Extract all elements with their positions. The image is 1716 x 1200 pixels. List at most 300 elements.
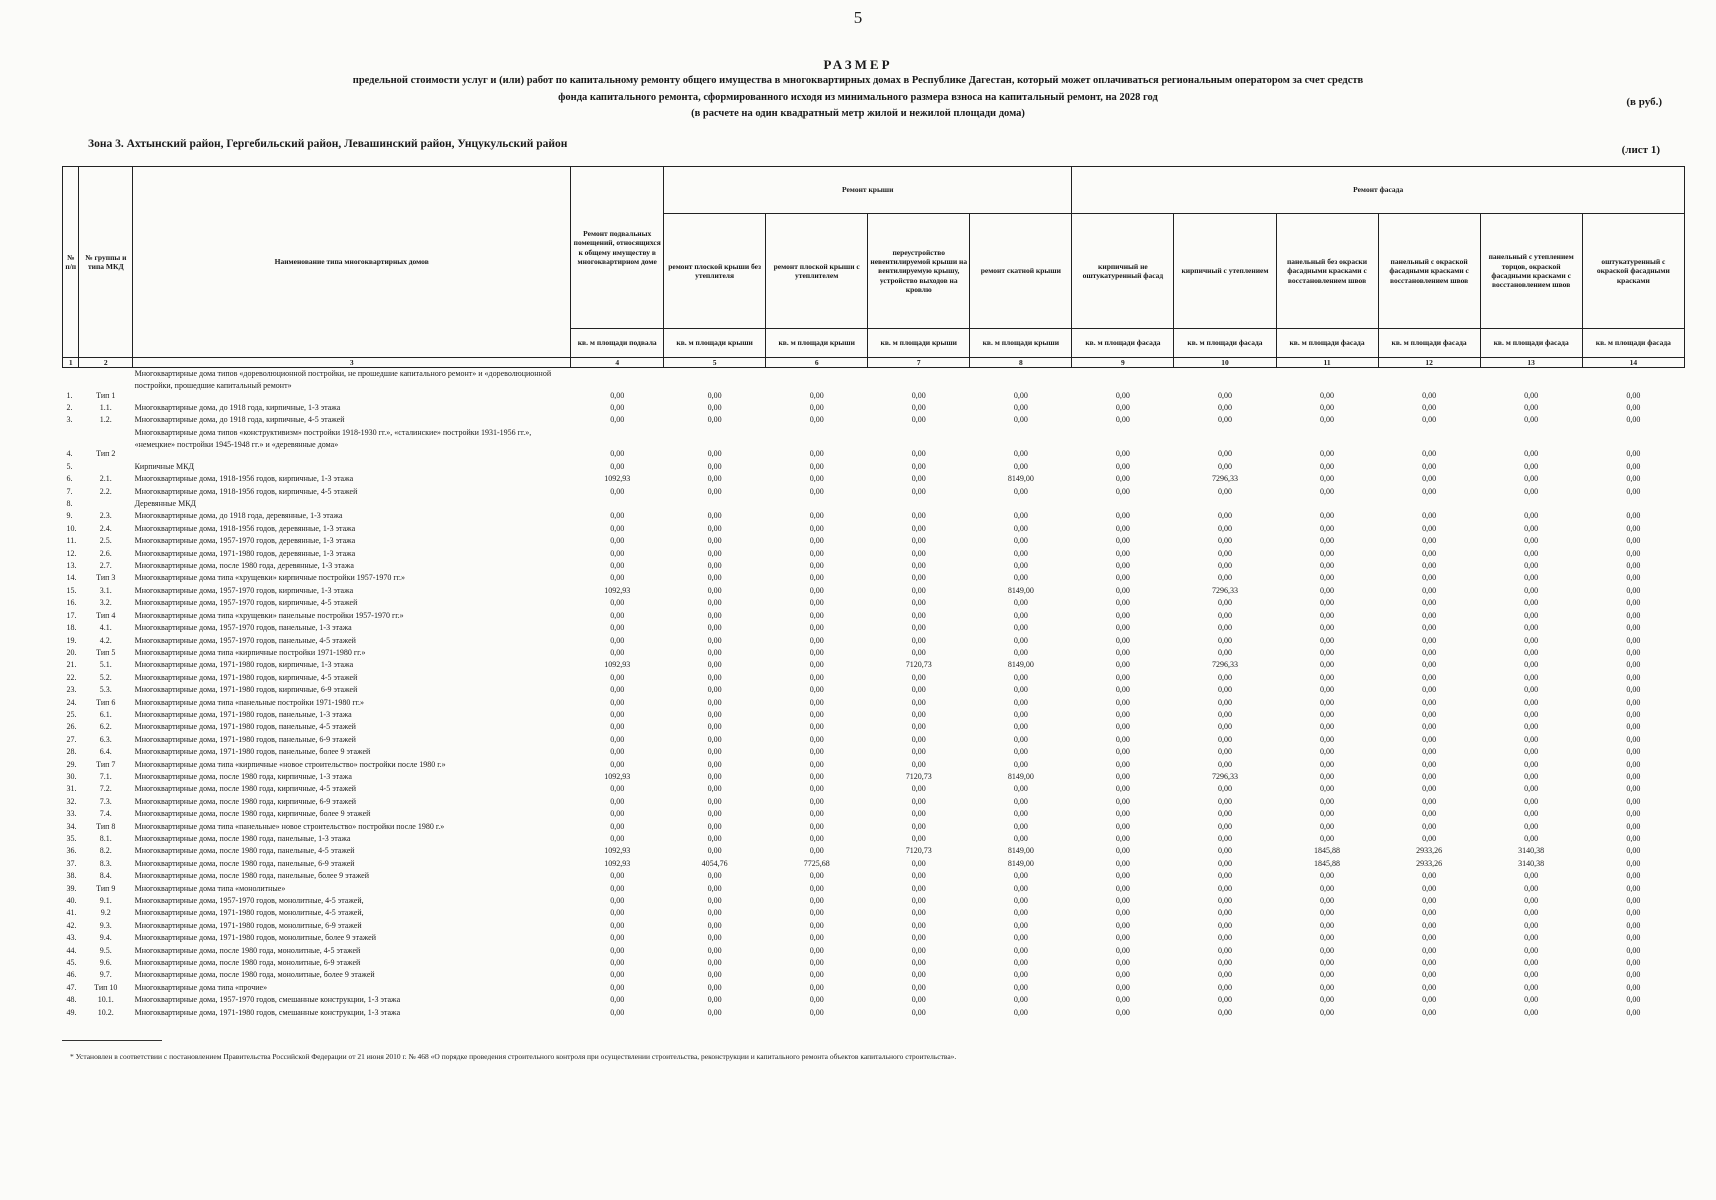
row-value: 0,00 [1115, 722, 1130, 732]
row-value: 0,00 [1217, 685, 1232, 695]
row-value: 0,00 [707, 796, 722, 806]
header-unit-col-12: кв. м площади фасада [1378, 329, 1480, 358]
zone-heading: Зона 3. Ахтынский район, Гергебильский район, Левашинский район, Унцукульский район [88, 138, 568, 150]
row-value: 0,00 [1320, 871, 1335, 881]
row-value: 0,00 [707, 945, 722, 955]
row-name: Многоквартирные дома, после 1980 года, монолитные, более 9 этажей [134, 970, 375, 980]
table-row [63, 697, 1685, 709]
row-value: 0,00 [1115, 896, 1130, 906]
row-value: 0,00 [707, 933, 722, 943]
row-value: 0,00 [610, 403, 625, 412]
row-group: 8.2. [99, 846, 112, 856]
row-value: 1845,88 [1314, 858, 1341, 868]
row-value: 0,00 [1115, 598, 1130, 608]
page-number: 5 [853, 8, 863, 27]
row-value: 0,00 [1115, 871, 1130, 881]
row-value: 0,00 [707, 672, 722, 682]
row-value: 0,00 [911, 474, 926, 484]
row-value: 0,00 [1422, 536, 1437, 546]
header-facade-col-3: панельный без окраски фасадными красками с восстановлением швов [1276, 214, 1378, 329]
row-value: 0,00 [1524, 697, 1539, 707]
row-value: 0,00 [1422, 610, 1437, 620]
row-value: 0,00 [1013, 415, 1028, 425]
row-value: 0,00 [707, 486, 722, 496]
row-value: 0,00 [1217, 896, 1232, 906]
row-value: 0,00 [1115, 809, 1130, 819]
row-value: 0,00 [1320, 415, 1335, 425]
row-value: 0,00 [1320, 585, 1335, 595]
row-value [664, 498, 766, 510]
row-value [1174, 498, 1276, 510]
row-value: 0,00 [1115, 660, 1130, 670]
row-name: Многоквартирные дома, после 1980 года, панельные, 6-9 этажей [134, 858, 355, 868]
row-value: 0,00 [911, 858, 926, 868]
row-value: 0,00 [911, 511, 926, 521]
row-value: 0,00 [1320, 635, 1335, 645]
row-value: 0,00 [1320, 747, 1335, 757]
footnote: * Установлен в соответствии с постановлением Правительства Российской Федерации от 21 июня 2010 г. № 468 «О порядке проведения строительного контроля при осуществлении строительства, реконструкции и капитального ремонта объектов капитального строительства». [70, 1052, 957, 1061]
row-value: 0,00 [911, 982, 926, 992]
row-value: 8149,00 [1007, 858, 1034, 868]
row-value: 0,00 [1626, 415, 1641, 425]
row-value: 0,00 [1217, 523, 1232, 533]
row-value: 0,00 [1115, 784, 1130, 794]
row-value: 0,00 [1217, 995, 1232, 1005]
row-value: 0,00 [1422, 734, 1437, 744]
row-value: 0,00 [1422, 598, 1437, 608]
row-value: 0,00 [911, 486, 926, 496]
row-value: 0,00 [610, 523, 625, 533]
row-name: Многоквартирные дома, 1957-1970 годов, кирпичные, 1-3 этажа [134, 585, 354, 595]
row-group: 7.2. [99, 784, 112, 794]
row-value [571, 498, 664, 510]
row-value: 0,00 [1320, 982, 1335, 992]
row-number: 34. [66, 821, 77, 831]
header-colnum-10: 10 [1174, 358, 1276, 368]
row-group: 9.2 [100, 908, 111, 918]
row-number: 13. [66, 561, 77, 571]
row-value: 0,00 [1320, 474, 1335, 484]
row-value: 0,00 [1626, 734, 1641, 744]
row-value: 0,00 [610, 1007, 625, 1017]
row-value: 0,00 [1626, 697, 1641, 707]
row-value: 0,00 [1524, 933, 1539, 943]
row-value: 0,00 [1013, 796, 1028, 806]
row-number: 14. [66, 573, 77, 583]
row-value: 0,00 [707, 995, 722, 1005]
row-name: Многоквартирные дома, 1971-1980 годов, монолитные, 6-9 этажей [134, 920, 362, 930]
header-colnum-2: 2 [79, 358, 133, 368]
row-value: 0,00 [1524, 771, 1539, 781]
row-value: 0,00 [1524, 635, 1539, 645]
row-value: 0,00 [1626, 933, 1641, 943]
row-number: 32. [66, 796, 77, 806]
row-group: 6.2. [99, 722, 112, 732]
row-value: 0,00 [1626, 970, 1641, 980]
row-value: 0,00 [911, 610, 926, 620]
row-value: 0,00 [707, 834, 722, 843]
row-value: 0,00 [1115, 610, 1130, 620]
table-row [63, 647, 1685, 659]
row-value: 0,00 [1422, 672, 1437, 682]
row-value: 0,00 [1422, 647, 1437, 657]
table-row [63, 548, 1685, 560]
row-value: 0,00 [1422, 759, 1437, 769]
row-value: 0,00 [1115, 449, 1130, 459]
table-row [63, 498, 1685, 510]
row-name: Многоквартирные дома, после 1980 года, панельные, 4-5 этажей [134, 846, 355, 856]
row-number: 37. [66, 858, 77, 868]
header-facade-col-4: панельный с окраской фасадными красками с восстановлением швов [1378, 214, 1480, 329]
row-name: Многоквартирные дома, 1971-1980 годов, монолитные, более 9 этажей [134, 933, 377, 943]
row-value: 0,00 [809, 486, 824, 496]
row-value: 0,00 [1524, 474, 1539, 484]
row-name: Многоквартирные дома, после 1980 года, кирпичные, 1-3 этажа [134, 771, 352, 781]
row-value [1072, 498, 1174, 510]
header-facade-col-5: панельный с утеплением торцов, окраской фасадными красками с восстановлением швов [1480, 214, 1582, 329]
row-name: Многоквартирные дома типов «дореволюционной постройки, не прошедшие капитального ремонт» и «дореволюционной постройки, прошедшие капитальный ремонт» [134, 369, 552, 390]
row-value: 0,00 [809, 920, 824, 930]
row-value: 0,00 [707, 920, 722, 930]
table-row [63, 414, 1685, 426]
row-value: 0,00 [1422, 585, 1437, 595]
row-value: 7296,33 [1211, 771, 1238, 781]
row-number: 41. [66, 908, 77, 918]
row-number: 10. [66, 523, 77, 533]
row-group: 8.1. [99, 834, 112, 843]
row-value: 0,00 [610, 685, 625, 695]
row-value: 0,00 [911, 390, 926, 400]
row-value: 0,00 [1320, 1007, 1335, 1017]
row-value: 0,00 [707, 982, 722, 992]
row-value: 0,00 [1524, 722, 1539, 732]
row-value: 0,00 [707, 390, 722, 400]
row-group: Тип 8 [96, 821, 116, 831]
subtitle-line-2: фонда капитального ремонта, сформированного исходя из минимального размера взноса на капитальный ремонт, на 2028 год [558, 92, 1158, 103]
row-value: 0,00 [911, 697, 926, 707]
table-row [63, 883, 1685, 895]
row-value: 0,00 [1115, 623, 1130, 633]
row-value: 0,00 [1422, 709, 1437, 719]
row-value: 0,00 [809, 585, 824, 595]
row-value: 0,00 [1626, 846, 1641, 856]
row-value: 0,00 [1013, 647, 1028, 657]
row-value: 0,00 [1115, 982, 1130, 992]
row-value: 1092,93 [604, 846, 631, 856]
row-value: 0,00 [809, 461, 824, 471]
row-value: 0,00 [1626, 982, 1641, 992]
row-value: 0,00 [1217, 511, 1232, 521]
table-row [63, 597, 1685, 609]
row-value: 0,00 [707, 548, 722, 558]
row-value: 0,00 [1320, 958, 1335, 968]
row-value: 0,00 [1013, 449, 1028, 459]
row-value: 0,00 [1626, 536, 1641, 546]
row-value: 0,00 [1524, 647, 1539, 657]
row-value: 0,00 [911, 958, 926, 968]
row-value: 0,00 [1217, 834, 1232, 843]
row-value: 0,00 [707, 511, 722, 521]
row-value: 0,00 [1217, 548, 1232, 558]
row-value: 0,00 [1626, 771, 1641, 781]
row-value: 0,00 [911, 945, 926, 955]
row-value: 0,00 [1524, 834, 1539, 843]
row-value: 0,00 [911, 709, 926, 719]
row-value: 0,00 [1217, 722, 1232, 732]
row-value: 0,00 [911, 1007, 926, 1017]
row-value: 0,00 [1626, 598, 1641, 608]
row-value: 0,00 [610, 449, 625, 459]
row-number: 18. [66, 623, 77, 633]
table-row [63, 560, 1685, 572]
row-name: Многоквартирные дома, 1971-1980 годов, смешанные конструкции, 1-3 этажа [134, 1007, 401, 1017]
row-value: 0,00 [610, 635, 625, 645]
row-value: 8149,00 [1007, 771, 1034, 781]
row-value: 0,00 [1422, 561, 1437, 571]
header-facade-col-2: кирпичный с утеплением [1174, 214, 1276, 329]
row-value: 0,00 [1013, 784, 1028, 794]
row-name: Многоквартирные дома типа «панельные постройки 1971-1980 гг.» [134, 697, 365, 707]
row-value: 0,00 [610, 573, 625, 583]
row-value: 7120,73 [905, 771, 932, 781]
row-value: 0,00 [1115, 536, 1130, 546]
row-value: 0,00 [610, 697, 625, 707]
row-group: 6.4. [99, 747, 112, 757]
row-value: 0,00 [1422, 896, 1437, 906]
row-value: 1092,93 [604, 660, 631, 670]
row-value: 0,00 [1013, 945, 1028, 955]
row-value: 0,00 [1524, 390, 1539, 400]
row-value: 0,00 [809, 623, 824, 633]
row-value: 0,00 [1422, 461, 1437, 471]
row-value: 0,00 [1626, 759, 1641, 769]
row-value: 0,00 [1013, 697, 1028, 707]
row-value: 0,00 [911, 970, 926, 980]
row-value: 0,00 [1524, 415, 1539, 425]
row-value: 0,00 [809, 598, 824, 608]
table-row [63, 486, 1685, 498]
row-value: 0,00 [1115, 415, 1130, 425]
row-value: 0,00 [1217, 871, 1232, 881]
header-unit-col-8: кв. м площади крыши [970, 329, 1072, 358]
row-value: 0,00 [1422, 945, 1437, 955]
row-value: 0,00 [1524, 920, 1539, 930]
row-value: 0,00 [1115, 486, 1130, 496]
row-group [79, 498, 133, 510]
row-value: 0,00 [1320, 647, 1335, 657]
row-value: 0,00 [707, 573, 722, 583]
row-value: 0,00 [809, 771, 824, 781]
row-value: 0,00 [809, 747, 824, 757]
row-value: 0,00 [1217, 759, 1232, 769]
row-name: Многоквартирные дома, 1957-1970 годов, панельные, 4-5 этажей [134, 635, 356, 645]
row-value: 0,00 [809, 982, 824, 992]
row-number: 26. [66, 722, 77, 732]
row-value: 0,00 [1320, 461, 1335, 471]
row-value: 0,00 [707, 598, 722, 608]
row-value [1582, 498, 1684, 510]
row-value: 0,00 [707, 415, 722, 425]
row-value: 0,00 [1626, 883, 1641, 893]
table-row [63, 610, 1685, 622]
row-group: 10.2. [97, 1007, 114, 1017]
row-value: 0,00 [610, 784, 625, 794]
cost-table [62, 166, 1685, 1019]
header-colnum-7: 7 [868, 358, 970, 368]
row-value: 0,00 [707, 474, 722, 484]
row-value: 0,00 [1013, 709, 1028, 719]
row-group: Тип 9 [96, 883, 116, 893]
row-value: 0,00 [1320, 548, 1335, 558]
row-value: 0,00 [1013, 896, 1028, 906]
row-value: 0,00 [1115, 759, 1130, 769]
row-value: 0,00 [1320, 449, 1335, 459]
row-group: 1.2. [99, 415, 112, 425]
row-value: 0,00 [1524, 970, 1539, 980]
row-number: 11. [66, 536, 77, 546]
row-number: 28. [66, 747, 77, 757]
row-value: 0,00 [610, 809, 625, 819]
row-value: 1092,93 [604, 771, 631, 781]
row-value: 0,00 [1013, 598, 1028, 608]
row-value: 0,00 [1217, 784, 1232, 794]
row-value: 0,00 [1524, 958, 1539, 968]
row-value: 0,00 [1626, 672, 1641, 682]
row-value: 0,00 [1217, 486, 1232, 496]
row-value: 0,00 [809, 474, 824, 484]
row-value: 0,00 [1320, 511, 1335, 521]
table-row [63, 402, 1685, 414]
row-value: 0,00 [809, 1007, 824, 1017]
row-value: 0,00 [809, 403, 824, 412]
header-roof-group: Ремонт крыши [664, 167, 1072, 214]
row-value: 0,00 [1115, 635, 1130, 645]
row-value: 0,00 [1115, 908, 1130, 918]
row-number: 27. [66, 734, 77, 744]
row-value: 0,00 [610, 461, 625, 471]
row-value: 0,00 [1217, 920, 1232, 930]
row-value: 0,00 [1626, 958, 1641, 968]
row-name: Многоквартирные дома типа «прочие» [134, 982, 268, 992]
row-value: 0,00 [1013, 734, 1028, 744]
row-group: 9.1. [99, 896, 112, 906]
row-value: 0,00 [707, 403, 722, 412]
row-value: 0,00 [1013, 561, 1028, 571]
row-value: 0,00 [1217, 635, 1232, 645]
row-value: 0,00 [1626, 523, 1641, 533]
row-value: 0,00 [1626, 461, 1641, 471]
row-value: 0,00 [1320, 403, 1335, 412]
row-value: 0,00 [610, 883, 625, 893]
row-group: 9.6. [99, 958, 112, 968]
row-value: 0,00 [1524, 461, 1539, 471]
row-value: 0,00 [707, 747, 722, 757]
row-value: 0,00 [1115, 734, 1130, 744]
row-value: 0,00 [610, 834, 625, 843]
row-group: 2.1. [99, 474, 112, 484]
header-facade-col-6: оштукатуренный с окраской фасадными красками [1582, 214, 1684, 329]
row-value: 0,00 [610, 970, 625, 980]
row-name: Многоквартирные дома, до 1918 года, кирпичные, 4-5 этажей [134, 415, 345, 425]
header-colnum-4: 4 [571, 358, 664, 368]
row-value: 0,00 [707, 561, 722, 571]
row-number: 17. [66, 610, 77, 620]
header-facade-group: Ремонт фасада [1072, 167, 1685, 214]
row-value: 0,00 [707, 610, 722, 620]
row-value: 0,00 [1626, 647, 1641, 657]
row-value: 0,00 [1217, 933, 1232, 943]
row-value: 0,00 [1217, 403, 1232, 412]
row-value: 0,00 [911, 548, 926, 558]
row-value: 0,00 [809, 958, 824, 968]
row-value: 0,00 [809, 561, 824, 571]
row-value: 0,00 [1115, 1007, 1130, 1017]
row-name: Многоквартирные дома типа «хрущевки» кирпичные постройки 1957-1970 гг.» [134, 573, 406, 583]
row-value: 0,00 [1320, 920, 1335, 930]
row-value: 1092,93 [604, 858, 631, 868]
row-value: 0,00 [1524, 598, 1539, 608]
row-value: 0,00 [1626, 871, 1641, 881]
row-value: 0,00 [1115, 858, 1130, 868]
table-row [63, 572, 1685, 584]
row-value: 0,00 [809, 796, 824, 806]
row-group: 1.1. [99, 403, 112, 412]
row-name: Многоквартирные дома, 1971-1980 годов, панельные, более 9 этажей [134, 747, 371, 757]
row-value: 0,00 [1524, 908, 1539, 918]
row-value: 0,00 [707, 536, 722, 546]
row-value: 0,00 [1320, 995, 1335, 1005]
row-group: 7.1. [99, 771, 112, 781]
row-value: 0,00 [1320, 722, 1335, 732]
row-value: 0,00 [1626, 834, 1641, 843]
row-value: 0,00 [1320, 834, 1335, 843]
row-value: 0,00 [809, 834, 824, 843]
row-value: 0,00 [1013, 1007, 1028, 1017]
row-value: 0,00 [1217, 982, 1232, 992]
row-value: 0,00 [1320, 809, 1335, 819]
row-group: 2.5. [99, 536, 112, 546]
header-unit-col-11: кв. м площади фасада [1276, 329, 1378, 358]
row-value: 0,00 [911, 523, 926, 533]
row-value: 0,00 [1524, 784, 1539, 794]
row-value: 0,00 [707, 647, 722, 657]
footnote-divider [62, 1040, 162, 1041]
row-value: 0,00 [707, 771, 722, 781]
row-value [1480, 498, 1582, 510]
row-name: Многоквартирные дома, до 1918 года, деревянные, 1-3 этажа [134, 511, 343, 521]
header-name: Наименование типа многоквартирных домов [133, 167, 571, 358]
table-row [63, 368, 1685, 403]
row-value: 0,00 [1115, 573, 1130, 583]
row-number: 19. [66, 635, 77, 645]
row-value: 0,00 [1320, 486, 1335, 496]
row-value: 0,00 [1217, 573, 1232, 583]
row-value: 0,00 [1013, 920, 1028, 930]
row-value [1378, 498, 1480, 510]
row-value: 0,00 [1013, 403, 1028, 412]
row-value: 0,00 [1524, 995, 1539, 1005]
row-value: 0,00 [610, 796, 625, 806]
row-value: 0,00 [1422, 883, 1437, 893]
row-value: 0,00 [1626, 995, 1641, 1005]
row-value: 0,00 [1626, 821, 1641, 831]
row-value: 0,00 [911, 759, 926, 769]
row-group: Тип 2 [96, 449, 116, 459]
row-name: Многоквартирные дома, 1971-1980 годов, кирпичные, 6-9 этажей [134, 685, 358, 695]
table-row [63, 994, 1685, 1006]
row-name: Многоквартирные дома типа «кирпичные «новое строительство» постройки после 1980 г.» [134, 759, 446, 769]
row-value: 0,00 [1422, 771, 1437, 781]
